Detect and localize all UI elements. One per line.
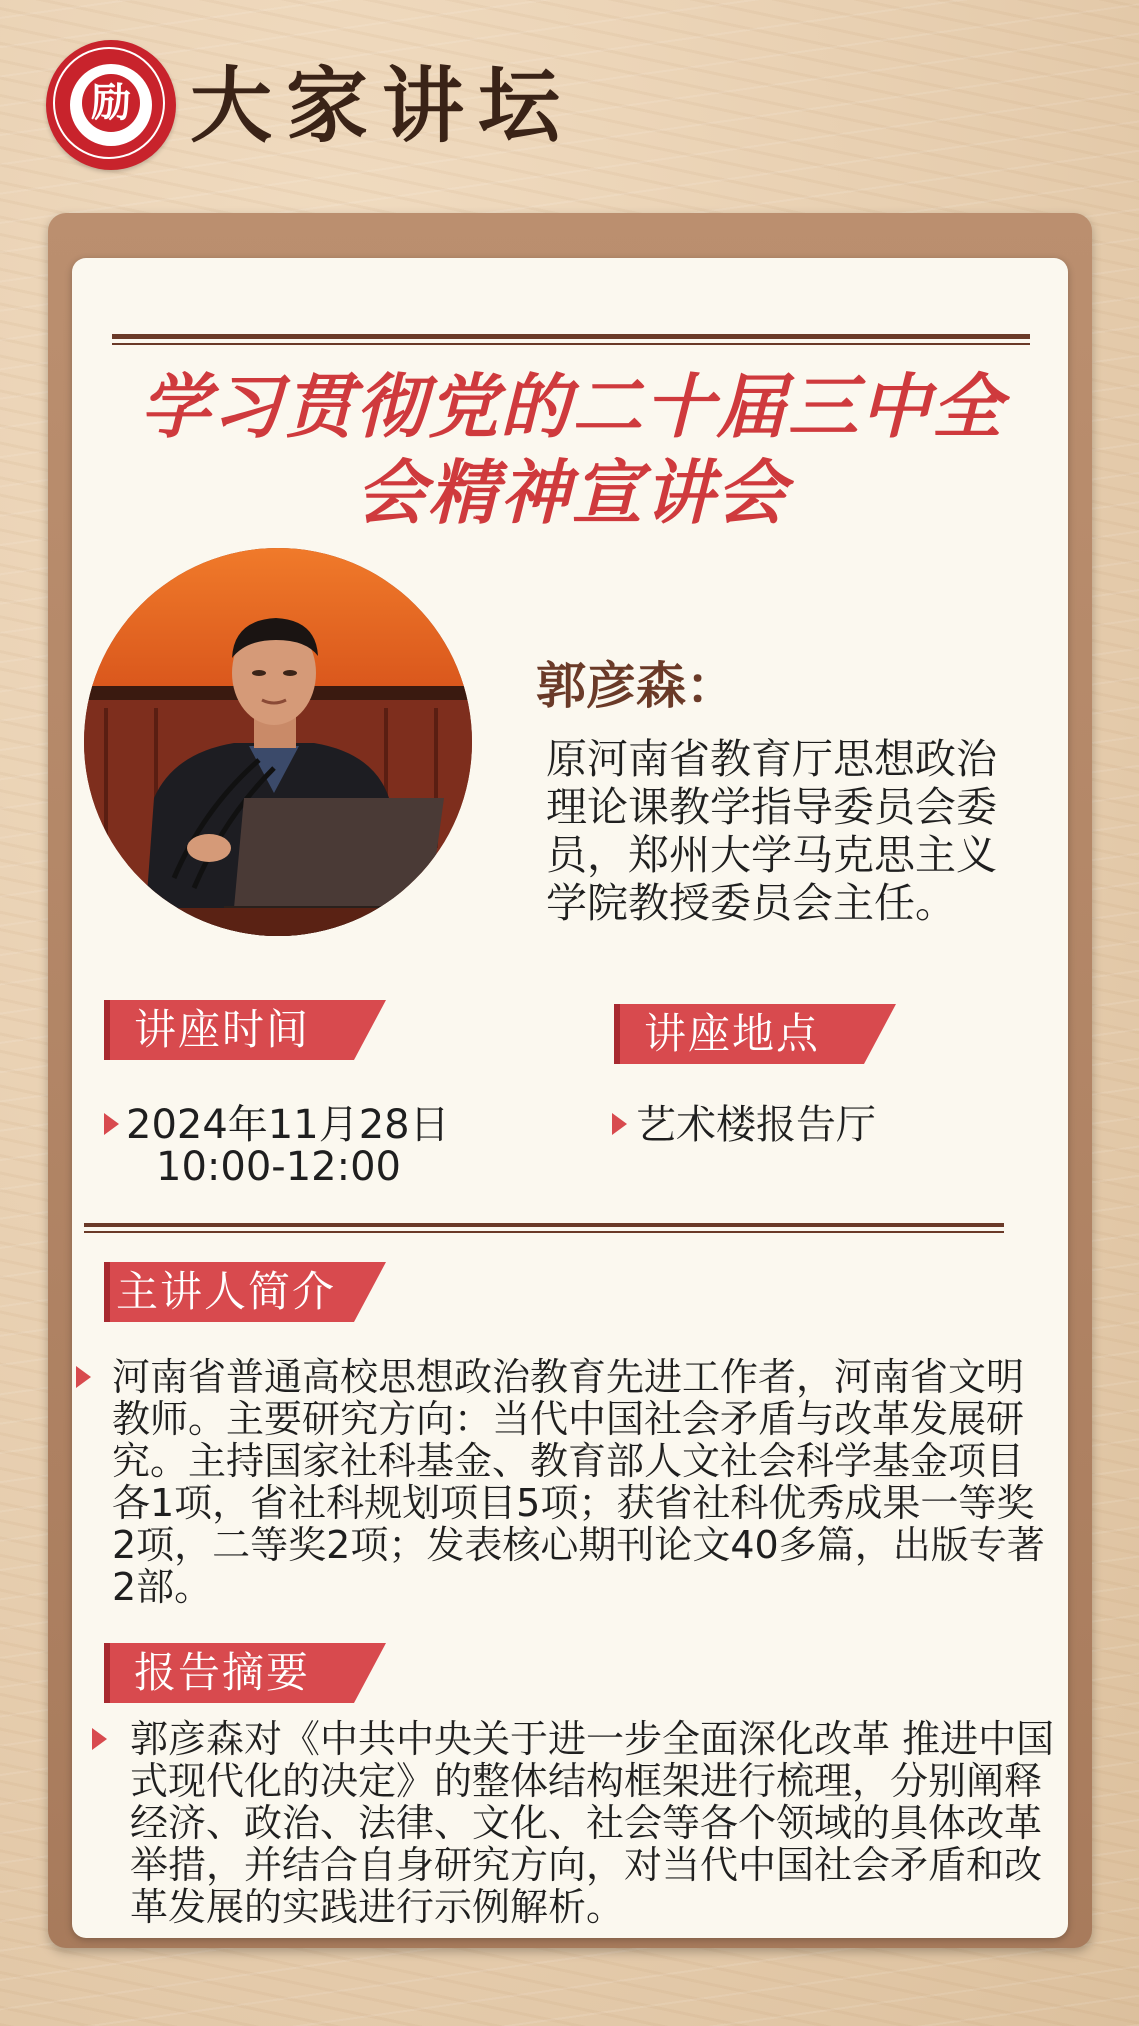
- tag-edge: [104, 1000, 110, 1060]
- middle-divider-thin: [84, 1231, 1004, 1233]
- speaker-photo: [84, 548, 472, 936]
- bullet-triangle-icon: [612, 1113, 627, 1135]
- logo-glyph: 励: [82, 74, 140, 132]
- tag-edge: [104, 1643, 110, 1703]
- middle-divider: [84, 1223, 1004, 1227]
- lecture-place: 艺术楼报告厅: [636, 1102, 876, 1148]
- bullet-triangle-icon: [76, 1366, 91, 1388]
- intro-label-tag: [104, 1262, 354, 1322]
- time-label-tag: [104, 1000, 354, 1060]
- school-logo: [46, 40, 176, 170]
- speaker-intro-text: 河南省普通高校思想政治教育先进工作者，河南省文明教师。主要研究方向：当代中国社会矛盾与改革发展研究。主持国家社科基金、教育部人文社会科学基金项目各1项，省社科规划项目5项；获省社科优秀成果一等奖2项，二等奖2项；发表核心期刊论文40多篇，出版专著2部。: [112, 1355, 1045, 1609]
- speaker-name: 郭彦森：: [536, 657, 736, 715]
- tag-edge: [614, 1004, 620, 1064]
- summary-label-tag: [104, 1643, 354, 1703]
- lecture-hours: 10:00-12:00: [156, 1144, 401, 1190]
- brand-title: 大家讲坛: [190, 58, 575, 154]
- time-label: 讲座时间: [134, 1005, 311, 1054]
- bullet-triangle-icon: [104, 1113, 119, 1135]
- event-title-line2: 会精神宣讲会: [356, 452, 788, 534]
- intro-label: 主讲人简介: [116, 1267, 337, 1316]
- event-title: [92, 364, 1052, 536]
- lecture-date: 2024年11月28日: [126, 1102, 450, 1148]
- bullet-triangle-icon: [92, 1728, 107, 1750]
- tag-edge: [104, 1262, 110, 1322]
- event-title-line1: 学习贯彻党的二十届三中全: [140, 366, 1004, 448]
- place-label-tag: [614, 1004, 864, 1064]
- place-label: 讲座地点: [644, 1009, 821, 1058]
- top-divider-thin: [112, 343, 1030, 345]
- report-summary-text: 郭彦森对《中共中央关于进一步全面深化改革 推进中国式现代化的决定》的整体结构框架进行梳理，分别阐释经济、政治、法律、文化、社会等各个领域的具体改革举措，并结合自身研究方向，对当代中国社会矛盾和改革发展的实践进行示例解析。: [130, 1717, 1055, 1929]
- speaker-bio: 原河南省教育厅思想政治理论课教学指导委员会委员，郑州大学马克思主义学院教授委员会主任。: [546, 735, 997, 927]
- top-divider: [112, 334, 1030, 339]
- summary-label: 报告摘要: [134, 1648, 311, 1697]
